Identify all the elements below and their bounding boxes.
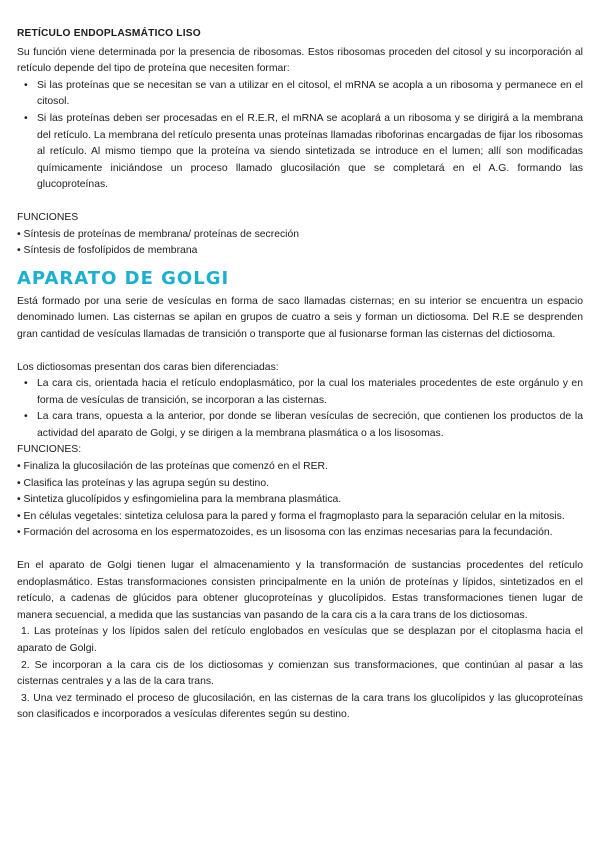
rel-bullet-list	[17, 78, 583, 194]
list-item: • Síntesis de fosfolípidos de membrana	[17, 245, 198, 257]
list-item: • Formación del acrosoma en los espermatozoides, es un lisosoma con las enzimas necesarias para la fecundación.	[17, 527, 553, 539]
section-title-rel: RETÍCULO ENDOPLASMÁTICO LISO	[17, 28, 201, 39]
golgi-functions-heading: FUNCIONES:	[17, 444, 82, 456]
golgi-faces-intro: Los dictiosomas presentan dos caras bien diferenciadas:	[17, 361, 279, 373]
list-item: • Clasifica las proteínas y las agrupa según su destino.	[17, 477, 269, 489]
list-item: 3. Una vez terminado el proceso de glucosilación, en las cisternas de la cara trans los glucolípidos y las glucoproteínas son clasificados e incorporados a vesículas diferentes según su destino.	[17, 692, 583, 721]
list-item: • Finaliza la glucosilación de las proteínas que comenzó en el RER.	[17, 461, 328, 473]
list-item: • La cara cis, orientada hacia el retículo endoplasmático, por la cual los materiales procedentes de este orgánulo y en forma de vesículas de transición, se incorporan a las cisternas.	[17, 376, 583, 409]
list-item: • La cara trans, opuesta a la anterior, por donde se liberan vesículas de secreción, que contienen los productos de la actividad del aparato de Golgi, y se dirigen a la membrana plasmática o a los lisosomas.	[17, 409, 583, 442]
golgi-faces-list	[17, 376, 583, 442]
golgi-intro-paragraph: Está formado por una serie de vesículas en forma de saco llamadas cisternas; en su interior se encuentra un espacio denominado lumen. Las cisternas se apilan en grupos de cuatro a seis y forman un dictiosoma. Del R.E se desprenden gran cantidad de vesículas llamadas de transición o transporte que al fusionarse forman las cisternas del dictiosoma.	[17, 295, 583, 340]
golgi-closing-paragraph: En el aparato de Golgi tienen lugar el almacenamiento y la transformación de sustancias procedentes del retículo endoplasmático. Estas transformaciones consisten principalmente en la unión de proteínas y lípidos, sintetizados en el retículo, a cadenas de glúcidos para obtener glucoproteínas y glucolípidos. Estas transformaciones tienen lugar de manera secuencial, a medida que las sustancias van pasando de la cara cis a la cara trans de los dictiosomas.	[17, 560, 583, 621]
list-item: 1. Las proteínas y los lípidos salen del retículo englobados en vesículas que se desplazan por el citoplasma hacia el aparato de Golgi.	[17, 626, 583, 654]
golgi-steps-list	[17, 624, 583, 724]
list-item: • Si las proteínas que se necesitan se van a utilizar en el citosol, el mRNA se acopla a un ribosoma y permanece en el citosol.	[17, 78, 583, 111]
list-item: • En células vegetales: sintetiza celulosa para la pared y forma el fragmoplasto para la separación celular en la mitosis.	[17, 510, 565, 522]
golgi-functions-list	[17, 459, 583, 542]
list-item: • Si las proteínas deben ser procesadas en el R.E.R, el mRNA se acoplará a un ribosoma y se dirigirá a la membrana del retículo. La membrana del retículo presenta unas proteínas llamadas riboforinas encargadas de fijar los ribosomas al retículo. Al mismo tiempo que la proteína va siendo sintetizada se introduce en el lumen; allí son modificadas químicamente iniciándose un proceso llamado glucosilación que se completará en el A.G. formando las glucoproteínas.	[17, 111, 583, 194]
section-title-golgi: APARATO DE GOLGI	[17, 267, 230, 289]
list-item: 2. Se incorporan a la cara cis de los dictiosomas y comienzan sus transformaciones, que continúan al pasar a las cisternas centrales y a las de la cara trans.	[17, 659, 583, 688]
list-item: • Síntesis de proteínas de membrana/ proteínas de secreción	[17, 228, 300, 240]
rel-functions-heading: FUNCIONES	[17, 211, 79, 223]
list-item: • Sintetiza glucolípidos y esfingomielina para la membrana plasmática.	[17, 494, 342, 506]
rel-intro-paragraph: Su función viene determinada por la presencia de ribosomas. Estos ribosomas proceden del citosol y su incorporación al retículo depende del tipo de proteína que necesiten formar:	[17, 46, 583, 75]
rel-functions-list	[17, 227, 583, 260]
